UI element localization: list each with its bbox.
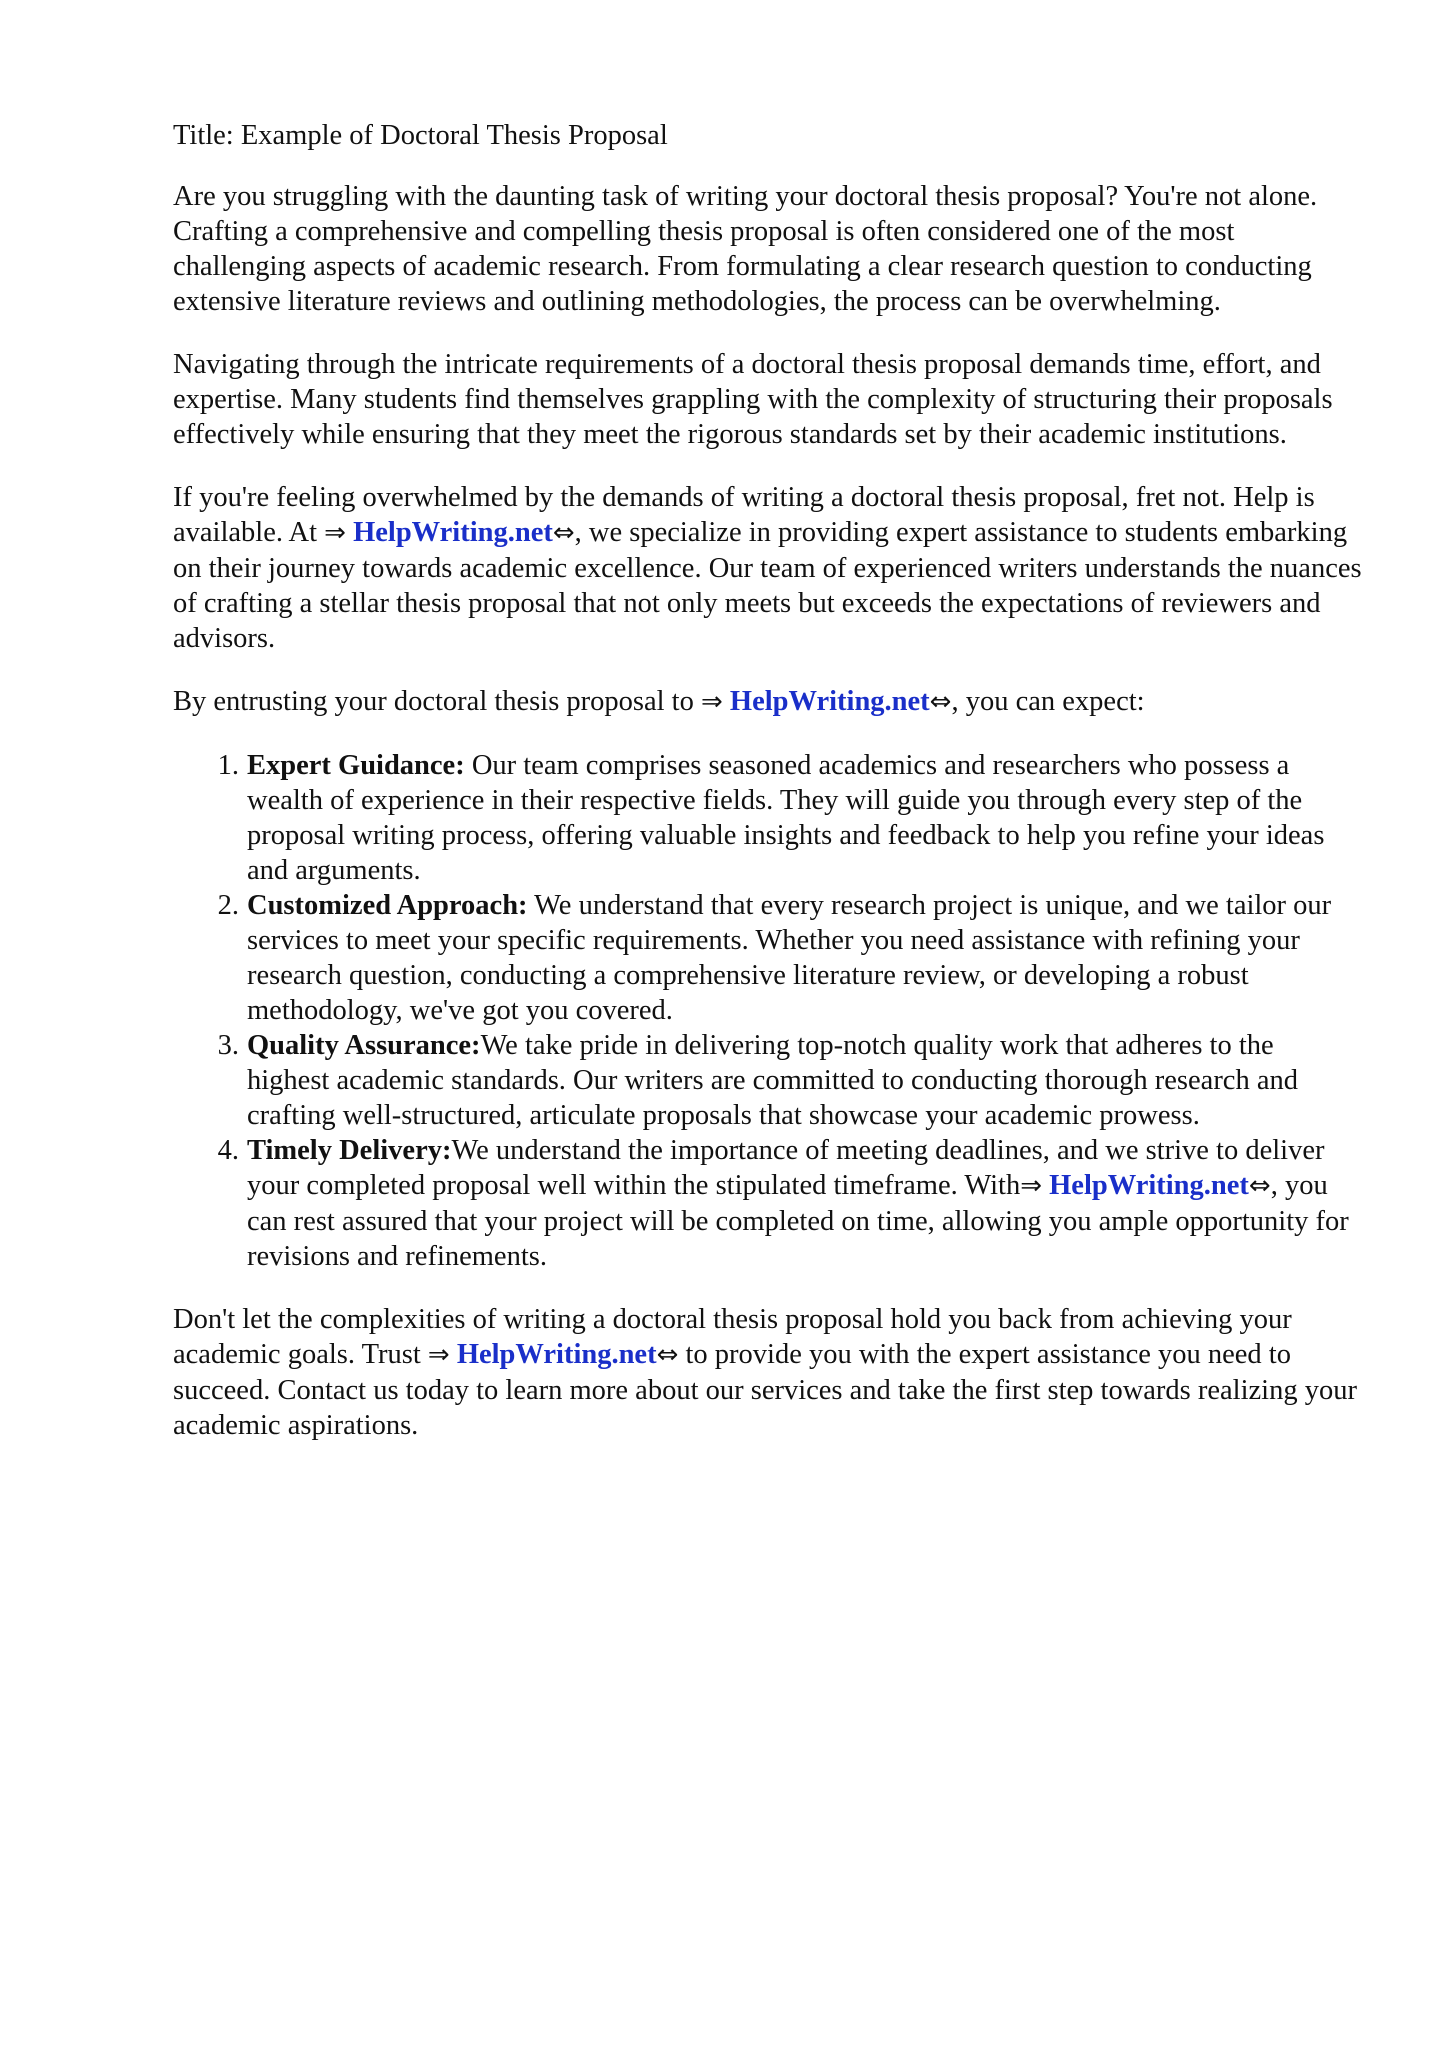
- right-arrow-icon: ⇒: [324, 518, 346, 548]
- list-item: [217, 1028, 1363, 1133]
- helpwriting-link[interactable]: HelpWriting.net: [353, 517, 553, 548]
- document-page: [173, 118, 1363, 1471]
- intro-paragraph: Are you struggling with the daunting task of writing your doctoral thesis proposal? You're not alone. Crafting a comprehensive and compelling thesis proposal is often considered one of the most challenging aspects of academic research. From formulating a clear research question to conducting extensive literature reviews and outlining methodologies, the process can be overwhelming.: [173, 181, 1318, 317]
- list-item: [217, 888, 1363, 1028]
- list-item-heading: Expert Guidance:: [247, 750, 465, 781]
- list-item: [217, 748, 1363, 888]
- right-arrow-icon: ⇒: [427, 1340, 450, 1370]
- right-arrow-icon: ⇒: [1020, 1171, 1042, 1201]
- benefits-list: [173, 748, 1363, 1274]
- right-arrow-icon: ⇒: [700, 687, 723, 717]
- double-arrow-icon: ⇔: [1248, 1171, 1271, 1201]
- list-item-number: 4.: [217, 1135, 239, 1166]
- closing-text-end: to provide you with the expert assistance you need to succeed. Contact us today to learn more about our services and take the first step towards realizing your academic aspirations.: [173, 1339, 1357, 1441]
- help-paragraph-text-end: , we specialize in providing expert assistance to students embarking on their journey towards academic excellence. Our team of experienced writers understands the nuances of crafting a stellar thesis proposal that not only meets but exceeds the expectations of reviewers and advisors.: [173, 517, 1362, 654]
- double-arrow-icon: ⇔: [552, 518, 575, 548]
- expectations-text-end: , you can expect:: [951, 686, 1145, 717]
- list-item-number: 3.: [217, 1030, 239, 1061]
- list-item-text-start: We understand the importance of meeting deadlines, and we strive to deliver your completed proposal well within the stipulated timeframe. With: [247, 1135, 1325, 1201]
- list-item-number: 1.: [217, 750, 239, 781]
- list-item-heading: Timely Delivery:: [247, 1135, 452, 1166]
- closing-text-start: Don't let the complexities of writing a doctoral thesis proposal hold you back from achieving your academic goals. Trust: [173, 1304, 1292, 1370]
- expectations-text-start: By entrusting your doctoral thesis proposal to: [173, 686, 694, 717]
- helpwriting-link[interactable]: HelpWriting.net: [729, 686, 930, 717]
- requirements-paragraph: Navigating through the intricate requirements of a doctoral thesis proposal demands time, effort, and expertise. Many students find themselves grappling with the complexity of structuring their proposals effectively while ensuring that they meet the rigorous standards set by their academic institutions.: [173, 349, 1333, 450]
- list-item-text-end: , you can rest assured that your project will be completed on time, allowing you ample opportunity for revisions and refinements.: [247, 1170, 1349, 1272]
- help-paragraph: [173, 480, 1363, 656]
- list-item-heading: Quality Assurance:: [247, 1030, 481, 1061]
- helpwriting-link[interactable]: HelpWriting.net: [1049, 1170, 1249, 1201]
- list-item: [217, 1133, 1363, 1274]
- double-arrow-icon: ⇔: [929, 687, 952, 717]
- help-paragraph-text-start: If you're feeling overwhelmed by the demands of writing a doctoral thesis proposal, fret not. Help is available. At: [173, 482, 1315, 548]
- list-item-heading: Customized Approach:: [247, 890, 528, 921]
- list-item-number: 2.: [217, 890, 239, 921]
- closing-paragraph: [173, 1302, 1363, 1443]
- double-arrow-icon: ⇔: [656, 1340, 679, 1370]
- expectations-paragraph: [173, 684, 1363, 720]
- document-title: Title: Example of Doctoral Thesis Proposal: [173, 120, 668, 151]
- list-item-text: We understand that every research project is unique, and we tailor our services to meet your specific requirements. Whether you need assistance with refining your research question, conducting a comprehensive literature review, or developing a robust methodology, we've got you covered.: [247, 890, 1332, 1026]
- list-item-text: We take pride in delivering top-notch quality work that adheres to the highest academic standards. Our writers are committed to conducting thorough research and crafting well-structured, articulate proposals that showcase your academic prowess.: [247, 1030, 1298, 1131]
- helpwriting-link[interactable]: HelpWriting.net: [456, 1339, 657, 1370]
- list-item-text: Our team comprises seasoned academics and researchers who possess a wealth of experience in their respective fields. They will guide you through every step of the proposal writing process, offering valuable insights and feedback to help you refine your ideas and arguments.: [247, 750, 1325, 886]
